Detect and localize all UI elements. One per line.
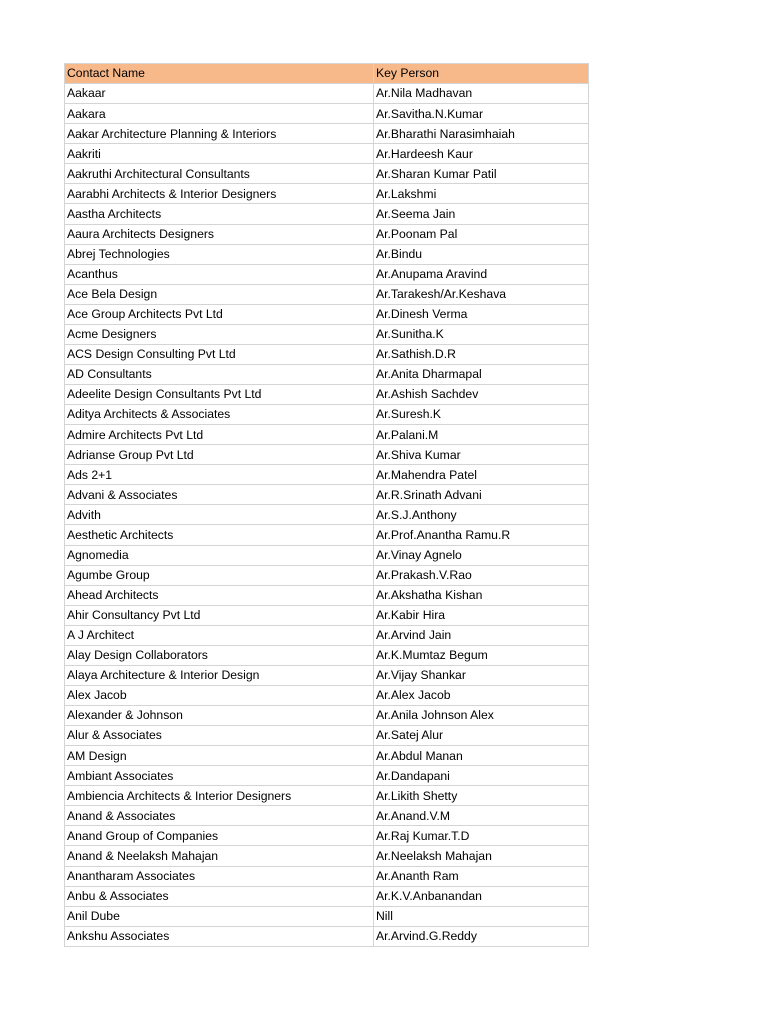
table-row <box>65 184 589 204</box>
table-row <box>65 324 589 344</box>
key-person-cell: Ar.Alex Jacob <box>374 685 589 705</box>
key-person-cell: Ar.Anita Dharmapal <box>374 364 589 384</box>
contact-sheet <box>64 63 588 947</box>
table-row <box>65 906 589 926</box>
key-person-cell: Ar.Akshatha Kishan <box>374 585 589 605</box>
table-row <box>65 926 589 946</box>
table-row <box>65 665 589 685</box>
table-row <box>65 204 589 224</box>
table-row <box>65 625 589 645</box>
table-row <box>65 505 589 525</box>
key-person-cell: Ar.Sharan Kumar Patil <box>374 164 589 184</box>
table-row <box>65 445 589 465</box>
table-row <box>65 264 589 284</box>
contact-name-cell: Ankshu Associates <box>65 926 374 946</box>
contact-name-cell: Advith <box>65 505 374 525</box>
contact-name-cell: Anand Group of Companies <box>65 826 374 846</box>
key-person-cell: Ar.Tarakesh/Ar.Keshava <box>374 284 589 304</box>
contact-name-cell: Anand & Associates <box>65 806 374 826</box>
contact-name-cell: Acme Designers <box>65 324 374 344</box>
contact-name-cell: Adeelite Design Consultants Pvt Ltd <box>65 385 374 405</box>
contact-name-cell: Alaya Architecture & Interior Design <box>65 665 374 685</box>
table-row <box>65 766 589 786</box>
key-person-cell: Ar.Shiva Kumar <box>374 445 589 465</box>
table-row <box>65 886 589 906</box>
key-person-cell: Ar.Sathish.D.R <box>374 344 589 364</box>
key-person-cell: Ar.Anila Johnson Alex <box>374 706 589 726</box>
contact-name-cell: Adrianse Group Pvt Ltd <box>65 445 374 465</box>
table-row <box>65 405 589 425</box>
contact-name-cell: Ambiencia Architects & Interior Designers <box>65 786 374 806</box>
key-person-cell: Ar.Bharathi Narasimhaiah <box>374 124 589 144</box>
table-row <box>65 685 589 705</box>
table-body <box>65 84 589 947</box>
table-row <box>65 304 589 324</box>
table-row <box>65 806 589 826</box>
key-person-cell: Ar.Prof.Anantha Ramu.R <box>374 525 589 545</box>
table-row <box>65 485 589 505</box>
contact-name-cell: Abrej Technologies <box>65 244 374 264</box>
contact-name-cell: Aakruthi Architectural Consultants <box>65 164 374 184</box>
contact-name-cell: ACS Design Consulting Pvt Ltd <box>65 344 374 364</box>
key-person-cell: Ar.Neelaksh Mahajan <box>374 846 589 866</box>
contact-name-cell: Ace Bela Design <box>65 284 374 304</box>
table-row <box>65 104 589 124</box>
contact-name-cell: Aesthetic Architects <box>65 525 374 545</box>
table-row <box>65 565 589 585</box>
key-person-cell: Ar.Palani.M <box>374 425 589 445</box>
contact-name-cell: Aastha Architects <box>65 204 374 224</box>
key-person-cell: Ar.Abdul Manan <box>374 746 589 766</box>
key-person-cell: Ar.Lakshmi <box>374 184 589 204</box>
contact-name-cell: Ahead Architects <box>65 585 374 605</box>
table-row <box>65 706 589 726</box>
contact-name-cell: Alay Design Collaborators <box>65 645 374 665</box>
table-header <box>65 64 589 84</box>
table-row <box>65 746 589 766</box>
table-row <box>65 224 589 244</box>
key-person-cell: Ar.Likith Shetty <box>374 786 589 806</box>
contact-name-cell: Anantharam Associates <box>65 866 374 886</box>
key-person-cell: Ar.Hardeesh Kaur <box>374 144 589 164</box>
contact-name-cell: Anand & Neelaksh Mahajan <box>65 846 374 866</box>
table-row <box>65 425 589 445</box>
key-person-cell: Ar.Mahendra Patel <box>374 465 589 485</box>
contact-name-cell: Agnomedia <box>65 545 374 565</box>
table-row <box>65 385 589 405</box>
key-person-cell: Ar.Nila Madhavan <box>374 84 589 104</box>
contact-name-cell: Aaura Architects Designers <box>65 224 374 244</box>
table-row <box>65 645 589 665</box>
contact-name-cell: Ace Group Architects Pvt Ltd <box>65 304 374 324</box>
contact-name-cell: Aakar Architecture Planning & Interiors <box>65 124 374 144</box>
key-person-cell: Ar.Savitha.N.Kumar <box>374 104 589 124</box>
table-row <box>65 846 589 866</box>
table-row <box>65 826 589 846</box>
table-row <box>65 525 589 545</box>
contact-name-cell: Alur & Associates <box>65 726 374 746</box>
key-person-cell: Ar.Vinay Agnelo <box>374 545 589 565</box>
key-person-cell: Ar.Poonam Pal <box>374 224 589 244</box>
contact-name-cell: AM Design <box>65 746 374 766</box>
contact-name-cell: Agumbe Group <box>65 565 374 585</box>
contact-name-cell: Acanthus <box>65 264 374 284</box>
table-row <box>65 585 589 605</box>
key-person-cell: Ar.Ashish Sachdev <box>374 385 589 405</box>
key-person-cell: Ar.R.Srinath Advani <box>374 485 589 505</box>
contact-name-cell: Advani & Associates <box>65 485 374 505</box>
key-person-cell: Ar.Arvind Jain <box>374 625 589 645</box>
table-row <box>65 545 589 565</box>
key-person-cell: Ar.Anupama Aravind <box>374 264 589 284</box>
contact-name-cell: Ambiant Associates <box>65 766 374 786</box>
key-person-cell: Ar.Anand.V.M <box>374 806 589 826</box>
contact-name-cell: A J Architect <box>65 625 374 645</box>
table-row <box>65 124 589 144</box>
header-row <box>65 64 589 84</box>
key-person-cell: Ar.Dandapani <box>374 766 589 786</box>
table-row <box>65 84 589 104</box>
table-row <box>65 144 589 164</box>
contact-name-cell: AD Consultants <box>65 364 374 384</box>
key-person-cell: Ar.Arvind.G.Reddy <box>374 926 589 946</box>
key-person-cell: Ar.Sunitha.K <box>374 324 589 344</box>
contact-name-cell: Anil Dube <box>65 906 374 926</box>
key-person-header: Key Person <box>374 64 589 84</box>
contact-name-cell: Aditya Architects & Associates <box>65 405 374 425</box>
key-person-cell: Ar.Satej Alur <box>374 726 589 746</box>
key-person-cell: Ar.Vijay Shankar <box>374 665 589 685</box>
contact-name-cell: Alex Jacob <box>65 685 374 705</box>
contact-name-cell: Ads 2+1 <box>65 465 374 485</box>
contact-name-cell: Admire Architects Pvt Ltd <box>65 425 374 445</box>
contacts-table <box>64 63 589 947</box>
table-row <box>65 465 589 485</box>
table-row <box>65 605 589 625</box>
table-row <box>65 726 589 746</box>
table-row <box>65 164 589 184</box>
table-row <box>65 786 589 806</box>
table-row <box>65 866 589 886</box>
contact-name-cell: Aakaar <box>65 84 374 104</box>
key-person-cell: Ar.K.Mumtaz Begum <box>374 645 589 665</box>
contact-name-cell: Ahir Consultancy Pvt Ltd <box>65 605 374 625</box>
contact-name-cell: Anbu & Associates <box>65 886 374 906</box>
table-row <box>65 364 589 384</box>
table-row <box>65 244 589 264</box>
key-person-cell: Ar.Kabir Hira <box>374 605 589 625</box>
contact-name-cell: Aakriti <box>65 144 374 164</box>
key-person-cell: Ar.Dinesh Verma <box>374 304 589 324</box>
key-person-cell: Nill <box>374 906 589 926</box>
contact-name-header: Contact Name <box>65 64 374 84</box>
key-person-cell: Ar.Ananth Ram <box>374 866 589 886</box>
table-row <box>65 344 589 364</box>
key-person-cell: Ar.Seema Jain <box>374 204 589 224</box>
contact-name-cell: Alexander & Johnson <box>65 706 374 726</box>
contact-name-cell: Aarabhi Architects & Interior Designers <box>65 184 374 204</box>
key-person-cell: Ar.Raj Kumar.T.D <box>374 826 589 846</box>
key-person-cell: Ar.Bindu <box>374 244 589 264</box>
key-person-cell: Ar.S.J.Anthony <box>374 505 589 525</box>
key-person-cell: Ar.Prakash.V.Rao <box>374 565 589 585</box>
key-person-cell: Ar.Suresh.K <box>374 405 589 425</box>
key-person-cell: Ar.K.V.Anbanandan <box>374 886 589 906</box>
table-row <box>65 284 589 304</box>
contact-name-cell: Aakara <box>65 104 374 124</box>
